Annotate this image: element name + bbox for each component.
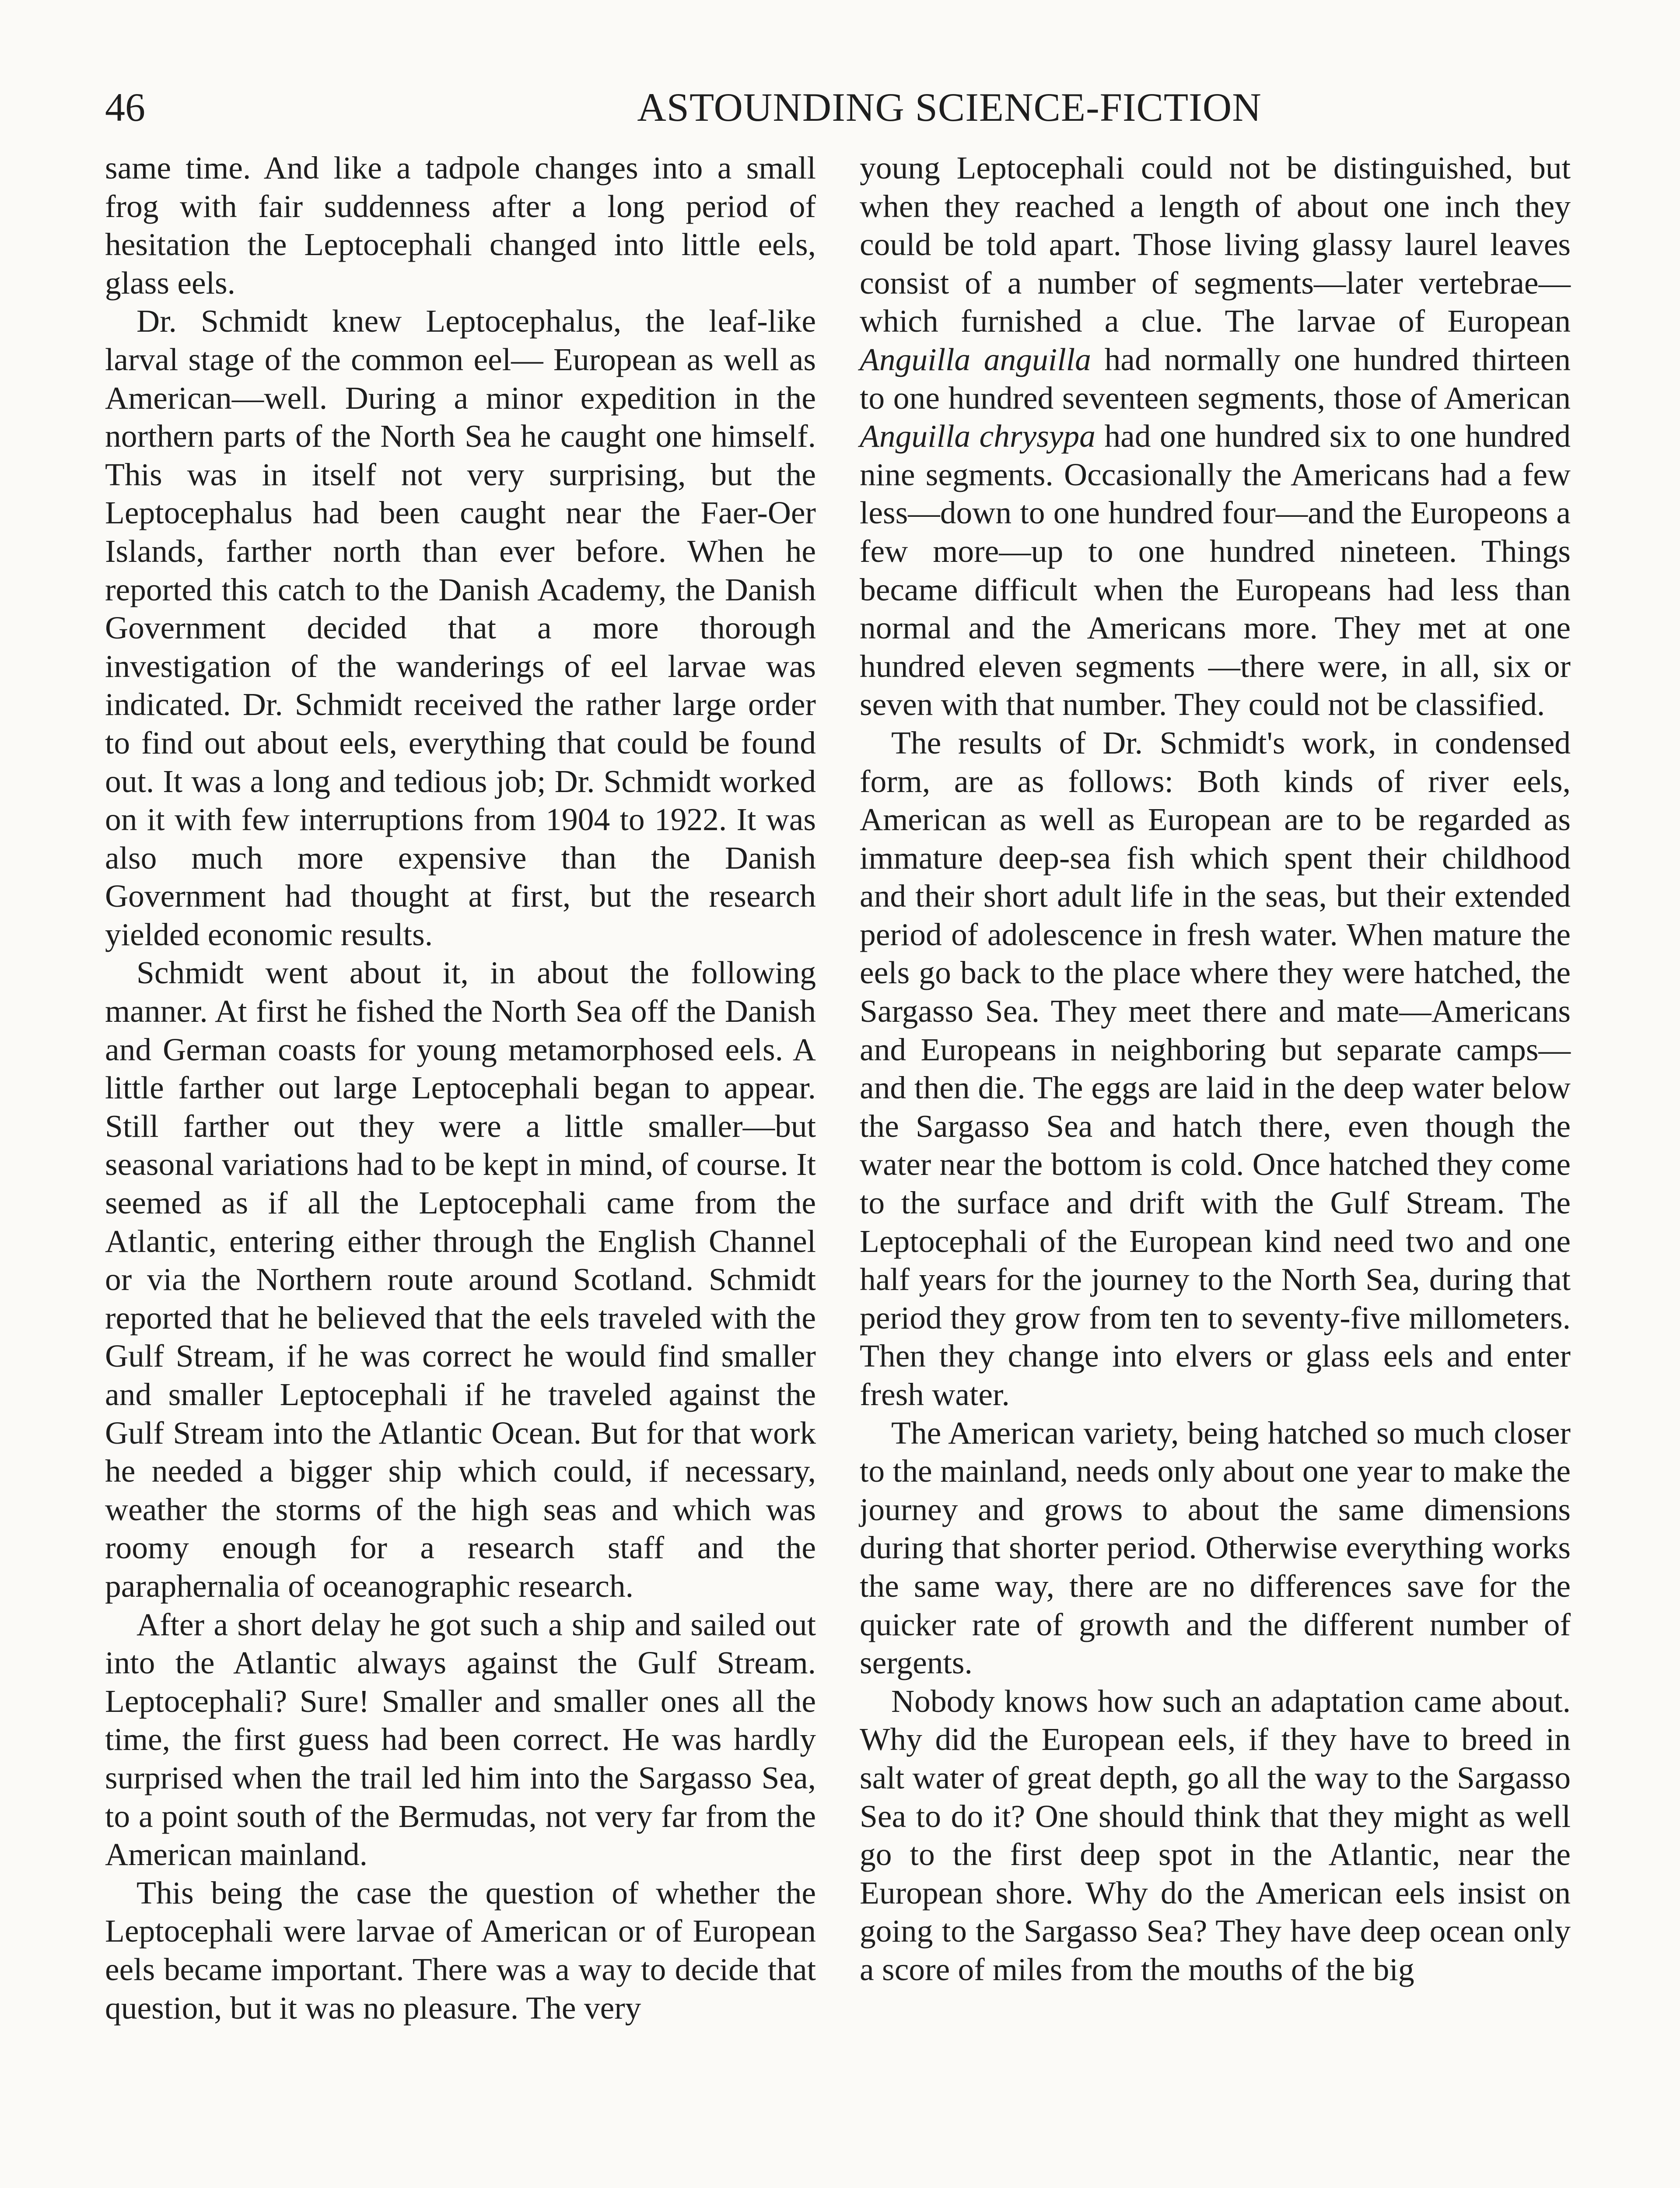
text-run: young Leptocephali could not be distinguished, but when they reached a length of about one inch they could be told apart. Those living glassy laurel leaves consist of a number of segments—later vertebrae— which furnished a clue. The larvae of European [860, 150, 1571, 339]
left-column [105, 149, 816, 2027]
species-name: Anguilla anguilla [860, 341, 1091, 377]
paragraph: Schmidt went about it, in about the following manner. At first he fished the North Sea off the Danish and German coasts for young metamorphosed eels. A little farther out large Leptocephali began to appear. Still farther out they were a little smaller—but seasonal variations had to be kept in mind, of course. It seemed as if all the Leptocephali came from the Atlantic, entering either through the English Channel or via the Northern route around Scotland. Schmidt reported that he believed that the eels traveled with the Gulf Stream, if he was correct he would find smaller and smaller Leptocephali if he traveled against the Gulf Stream into the Atlantic Ocean. But for that work he needed a bigger ship which could, if necessary, weather the storms of the high seas and which was roomy enough for a research staff and the paraphernalia of oceanographic research. [105, 955, 816, 1604]
page-number: 46 [105, 85, 145, 130]
paragraph: This being the case the question of whether the Leptocephali were larvae of American or of European eels became important. There was a way to decide that question, but it was no pleasure. The very [105, 1875, 816, 2026]
species-name: Anguilla chrysypa [860, 418, 1096, 454]
paragraph: same time. And like a tadpole changes into a small frog with fair suddenness after a long period of hesitation the Leptocephali changed into little eels, glass eels. [105, 150, 816, 301]
paragraph: Nobody knows how such an adaptation came about. Why did the European eels, if they have to breed in salt water of great depth, go all the way to the Sargasso Sea to do it? One should think that they might as well go to the first deep spot in the Atlantic, near the European shore. Why do the American eels insist on going to the Sargasso Sea? They have deep ocean only a score of miles from the mouths of the big [860, 1683, 1571, 1987]
paragraph [860, 149, 1571, 724]
right-column [860, 149, 1571, 1989]
paragraph: The American variety, being hatched so much closer to the mainland, needs only about one year to make the journey and grows to about the same dimensions during that shorter period. Otherwise everything works the same way, there are no differences save for the quicker rate of growth and the different number of sergents. [860, 1415, 1571, 1681]
paragraph: After a short delay he got such a ship and sailed out into the Atlantic always against the Gulf Stream. Leptocephali? Sure! Smaller and smaller ones all the time, the first guess had been correct. He was hardly surprised when the trail led him into the Sargasso Sea, to a point south of the Bermudas, not very far from the American mainland. [105, 1606, 816, 1872]
paragraph: The results of Dr. Schmidt's work, in condensed form, are as follows: Both kinds of river eels, American as well as European are to be regarded as immature deep-sea fish which spent their childhood and their short adult life in the seas, but their extended period of adolescence in fresh water. When mature the eels go back to the place where they were hatched, the Sargasso Sea. They meet there and mate—Americans and Europeans in neighboring but separate camps—and then die. The eggs are laid in the deep water below the Sargasso Sea and hatch there, even though the water near the bottom is cold. Once hatched they come to the surface and drift with the Gulf Stream. The Leptocephali of the European kind need two and one half years for the journey to the North Sea, during that period they grow from ten to seventy-five millometers. Then they change into elvers or glass eels and enter fresh water. [860, 725, 1571, 1412]
page-header [105, 66, 1575, 153]
text-run: had normally one hundred thirteen to one hundred seventeen segments, those of American [860, 341, 1571, 416]
paragraph: Dr. Schmidt knew Leptocephalus, the leaf-like larval stage of the common eel— European as well as American—well. During a minor expedition in the northern parts of the North Sea he caught one himself. This was in itself not very surprising, but the Leptocephalus had been caught near the Faer-Oer Islands, farther north than ever before. When he reported this catch to the Danish Academy, the Danish Government decided that a more thorough investigation of the wanderings of eel larvae was indicated. Dr. Schmidt received the rather large order to find out about eels, everything that could be found out. It was a long and tedious job; Dr. Schmidt worked on it with few interruptions from 1904 to 1922. It was also much more expensive than the Danish Government had thought at first, but the research yielded economic results. [105, 303, 816, 952]
running-title: ASTOUNDING SCIENCE-FICTION [637, 85, 1262, 130]
text-run: had one hundred six to one hundred nine segments. Occasionally the Americans had a few less—down to one hundred four—and the Europeons a few more—up to one hundred nineteen. Things became difficult when the Europeans had less than normal and the Americans more. They met at one hundred eleven segments —there were, in all, six or seven with that number. They could not be classified. [860, 418, 1571, 722]
